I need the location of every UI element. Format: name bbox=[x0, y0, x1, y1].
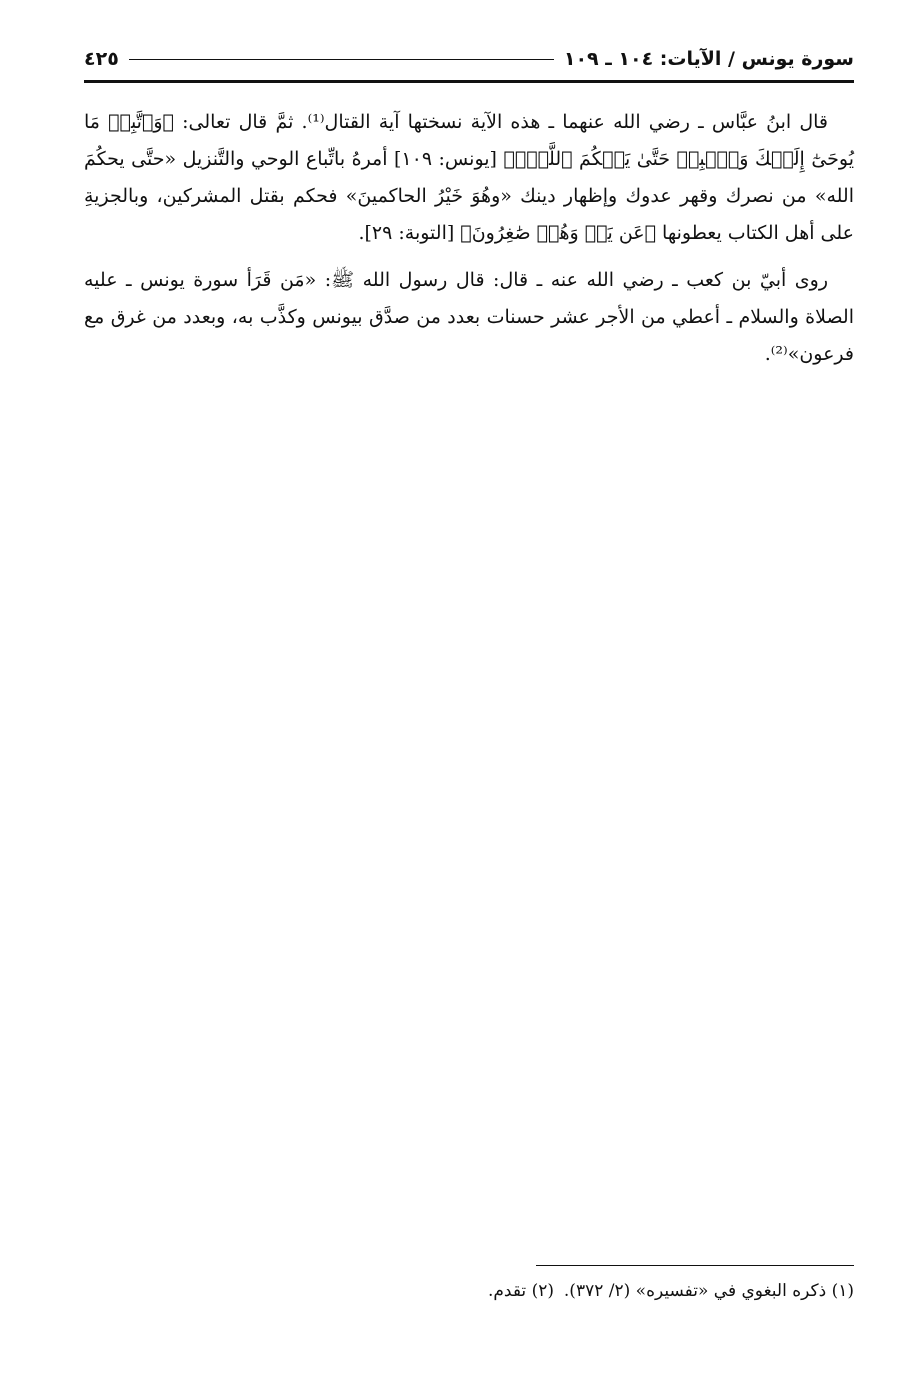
running-header bbox=[84, 42, 854, 76]
paragraph-1: قال ابنُ عبَّاس ـ رضي الله عنهما ـ هذه الآية نسختها آية القتال⁽¹⁾. ثمَّ قال تعالى: ﴿وَٱتَّبِعۡ مَا يُوحَىٰٓ إِلَيۡكَ وَٱصۡبِرۡ حَتَّىٰ يَحۡكُمَ ٱللَّهُۚ﴾ [يونس: ١٠٩] أمرهُ باتِّباع الوحي والتَّنزيل «حتَّى يحكُمَ الله» من نصرك وقهر عدوك وإظهار دينك «وهُوَ خَيْرُ الحاكمينَ» فحكم بقتل المشركين، وبالجزيةِ على أهل الكتاب يعطونها ﴿عَن يَدٖ وَهُمۡ صَٰغِرُونَ﴾ [التوبة: ٢٩]. bbox=[84, 111, 855, 244]
page-number: ٤٢٥ bbox=[84, 48, 119, 70]
header-rule bbox=[84, 80, 854, 83]
footnotes bbox=[84, 1276, 854, 1306]
paragraph-2: روى أبيّ بن كعب ـ رضي الله عنه ـ قال: قال رسول الله ﷺ: «مَن قَرَأ سورة يونس ـ عليه الصلاة والسلام ـ أعطي من الأجر عشر حسنات بعدد من صدَّق بيونس وكذَّب به، وبعدد من غرق مع فرعون»⁽²⁾. bbox=[84, 269, 854, 365]
surah-title: سورة يونس / الآيات: ١٠٤ ـ ١٠٩ bbox=[563, 48, 854, 70]
footnote-1: (١) ذكره البغوي في «تفسيره» (٢/ ٣٧٢). bbox=[563, 1281, 854, 1301]
footnote-2: (٢) تقدم. bbox=[487, 1281, 554, 1301]
main-text bbox=[84, 104, 854, 373]
header-leader-line bbox=[129, 59, 554, 60]
footnote-separator bbox=[536, 1265, 854, 1266]
